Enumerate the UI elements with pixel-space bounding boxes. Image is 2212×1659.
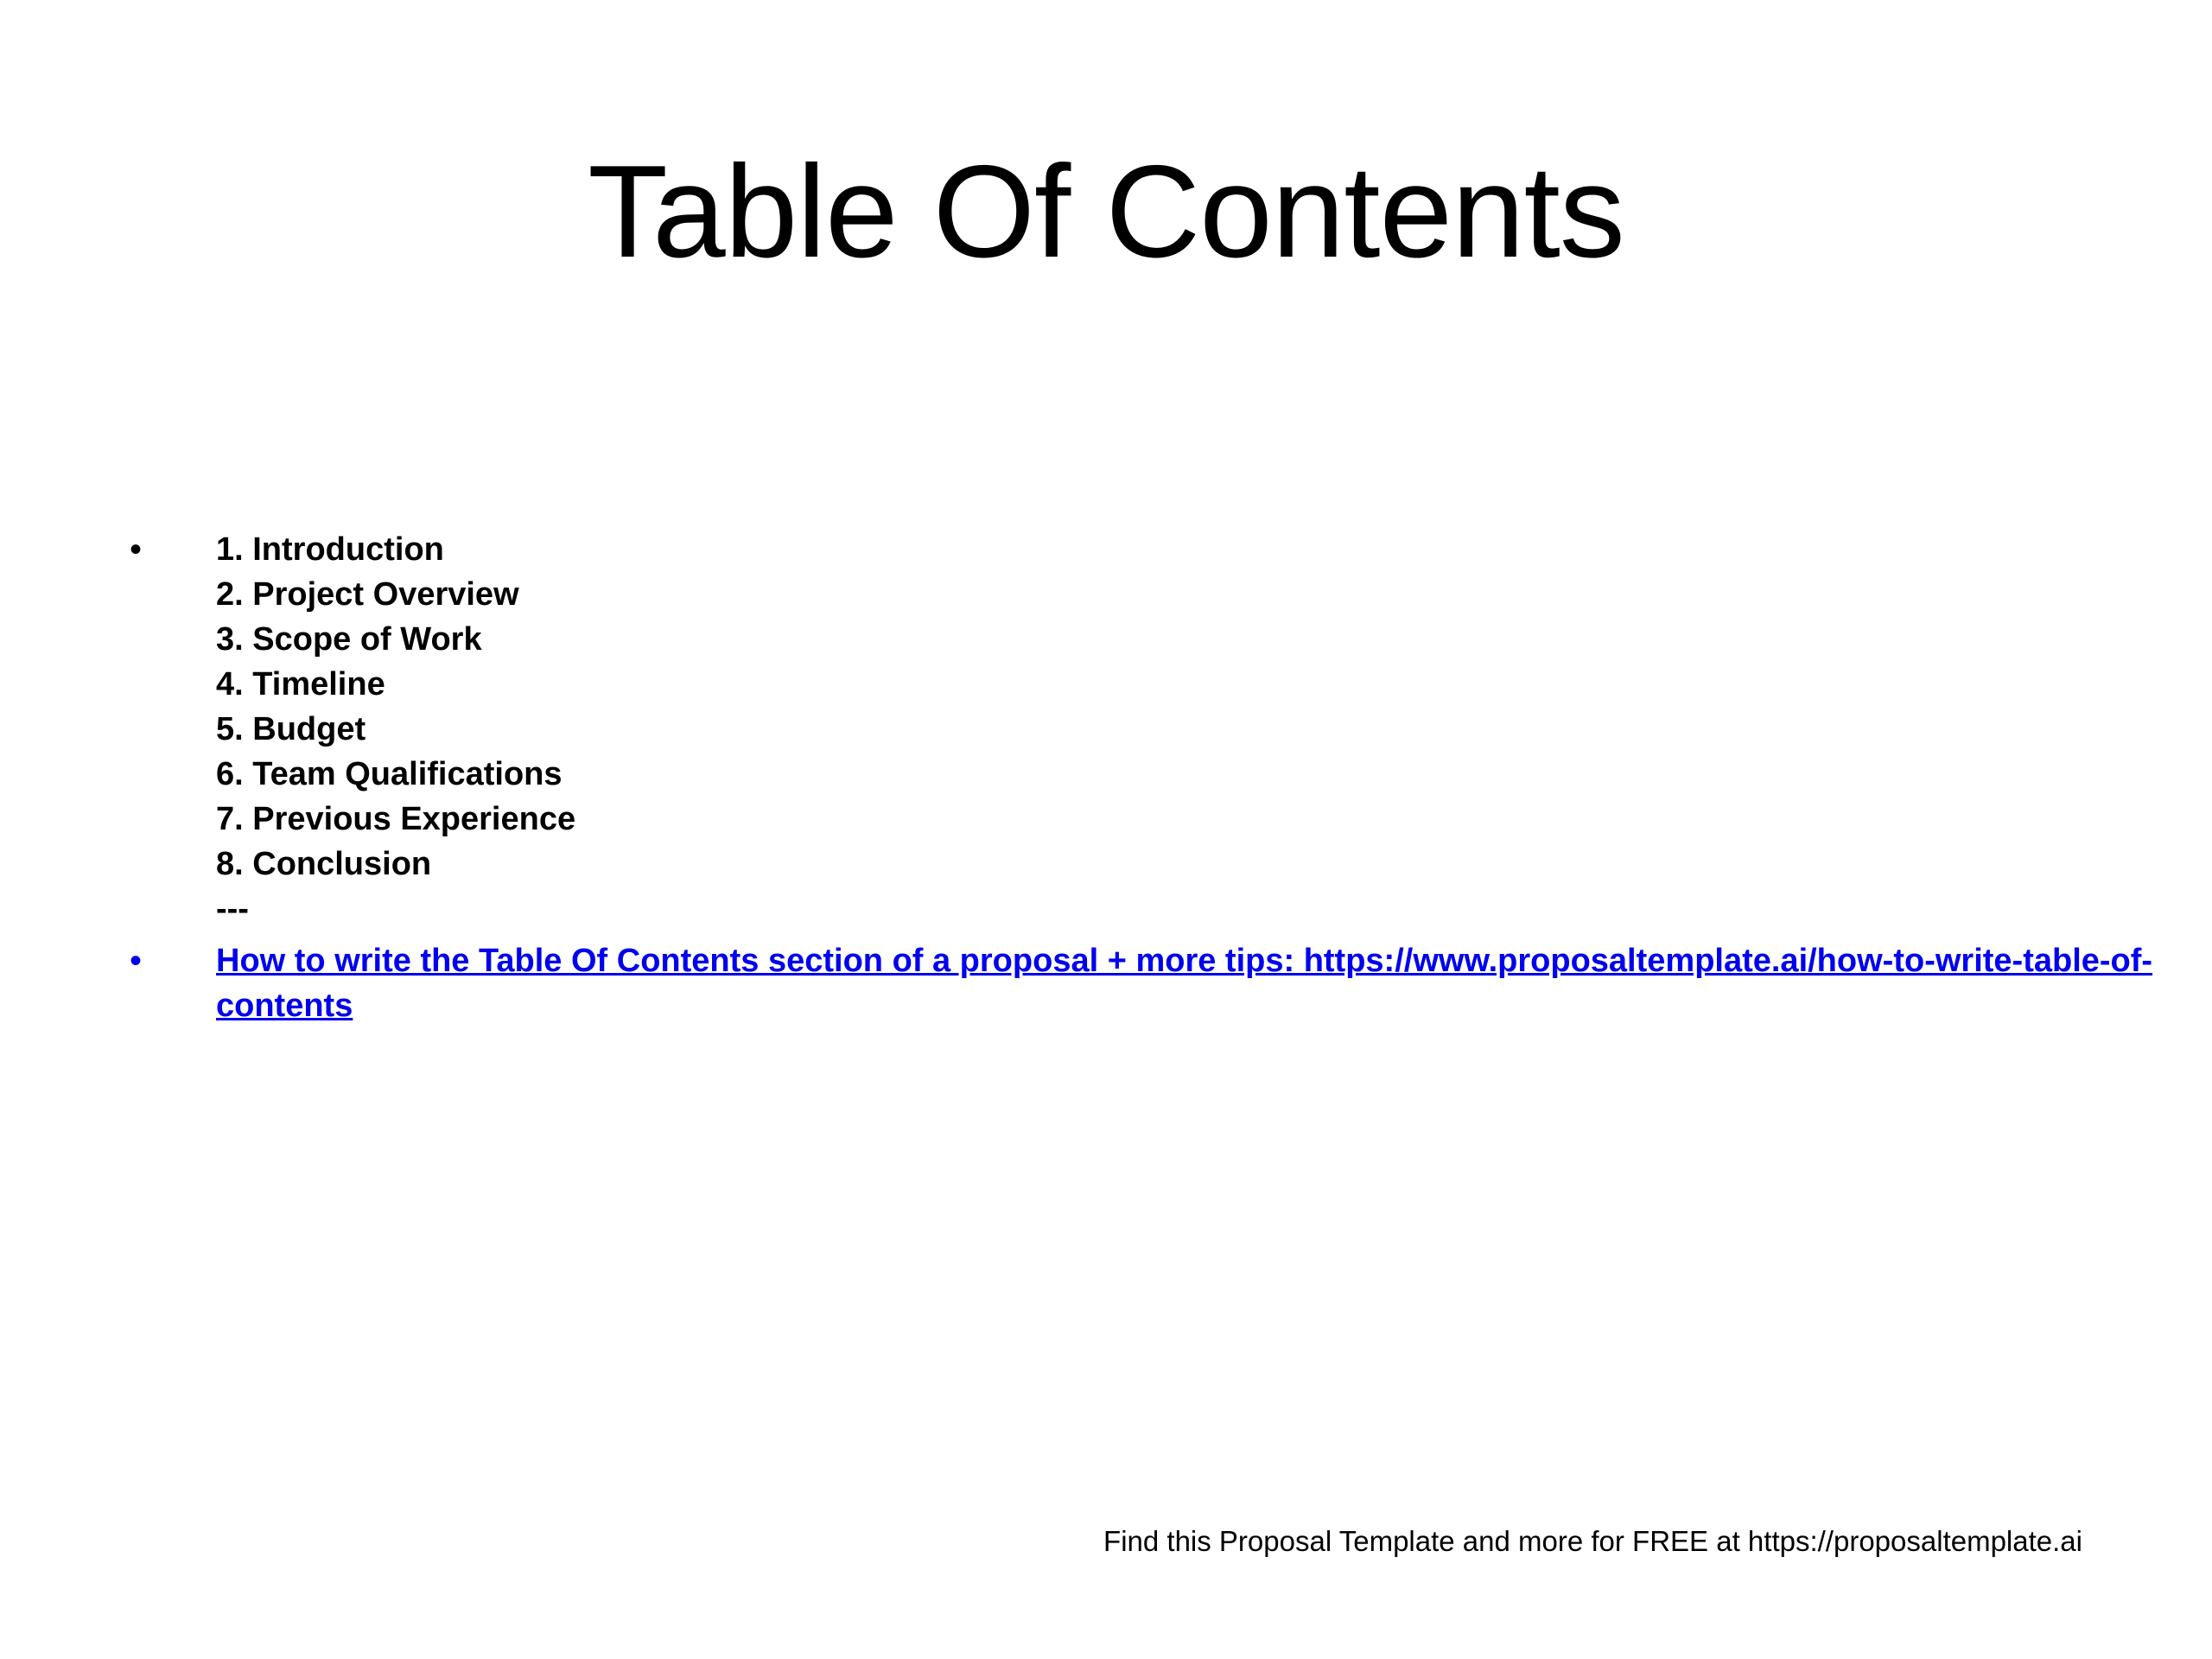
toc-item-team-qualifications: 6. Team Qualifications [216, 756, 563, 792]
toc-item-conclusion: 8. Conclusion [216, 846, 432, 882]
toc-item-introduction: 1. Introduction [216, 531, 444, 568]
toc-item-project-overview: 2. Project Overview [216, 576, 519, 613]
slide-content [130, 527, 2153, 1028]
bullet-icon: • [130, 942, 143, 980]
tips-link[interactable]: How to write the Table Of Contents section of a proposal + more tips: https://www.proposaltemplate.ai/how-to-write-table-of-contents [216, 943, 2153, 1024]
toc-list [216, 527, 2100, 931]
toc-item-timeline: 4. Timeline [216, 666, 385, 702]
slide-title: Table Of Contents [588, 138, 1624, 285]
toc-item-budget: 5. Budget [216, 711, 366, 747]
toc-separator: --- [216, 891, 249, 927]
bullet-icon: • [130, 531, 143, 569]
toc-item-scope-of-work: 3. Scope of Work [216, 621, 482, 658]
toc-bullet [130, 527, 2100, 931]
footer-text: Find this Proposal Template and more for FREE at https://proposaltemplate.ai [1103, 1525, 2082, 1557]
toc-item-previous-experience: 7. Previous Experience [216, 801, 576, 837]
tips-bullet [130, 938, 2153, 1028]
